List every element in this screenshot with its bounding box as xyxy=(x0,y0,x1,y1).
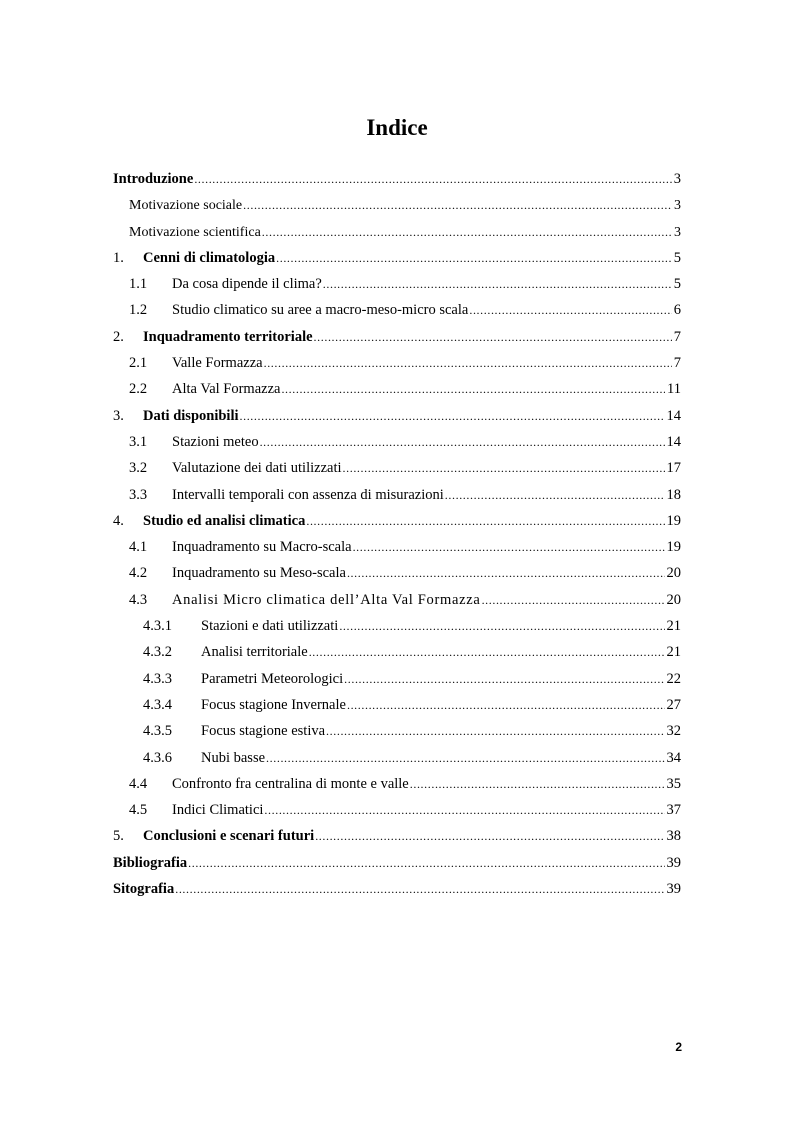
toc-entry-number: 3.1 xyxy=(129,433,148,450)
toc-entry[interactable] xyxy=(113,745,681,771)
toc-leader-dots xyxy=(347,692,665,718)
toc-entry-number: 1. xyxy=(113,249,124,266)
toc-leader-dots xyxy=(410,771,665,797)
toc-entry-label: Focus stagione Invernale xyxy=(201,696,346,713)
toc-leader-dots xyxy=(243,192,672,218)
toc-entry-number: 3.2 xyxy=(129,460,148,477)
toc-leader-dots xyxy=(323,271,672,297)
toc-leader-dots xyxy=(240,403,665,429)
toc-entry-page: 18 xyxy=(666,486,681,503)
toc-entry-number: 5. xyxy=(113,828,124,845)
toc-entry[interactable] xyxy=(113,534,681,560)
toc-entry-label: Da cosa dipende il clima? xyxy=(172,276,322,293)
toc-entry-label: Inquadramento su Macro-scala xyxy=(172,539,352,556)
toc-entry-page: 11 xyxy=(667,381,681,398)
toc-entry-label: Sitografia xyxy=(113,881,175,898)
toc-leader-dots xyxy=(326,718,664,744)
toc-leader-dots xyxy=(353,534,665,560)
toc-entry[interactable] xyxy=(113,429,681,455)
toc-entry-label: Focus stagione estiva xyxy=(201,723,326,740)
toc-leader-dots xyxy=(188,850,664,876)
toc-entry-page: 14 xyxy=(666,433,681,450)
toc-entry[interactable] xyxy=(113,166,681,192)
toc-entry-number: 2.2 xyxy=(129,381,148,398)
toc-entry-label: Parametri Meteorologici xyxy=(201,670,344,687)
toc-entry-number: 4.3.3 xyxy=(143,670,172,687)
toc-leader-dots xyxy=(266,745,664,771)
table-of-contents xyxy=(113,166,681,902)
toc-entry-label: Cenni di climatologia xyxy=(143,249,276,266)
toc-entry-label: Motivazione sociale xyxy=(129,198,243,214)
toc-leader-dots xyxy=(339,613,664,639)
toc-entry[interactable] xyxy=(113,587,681,613)
toc-leader-dots xyxy=(482,587,665,613)
toc-entry-number: 3.3 xyxy=(129,486,148,503)
toc-entry-page: 20 xyxy=(666,591,681,608)
toc-entry[interactable] xyxy=(113,823,681,849)
toc-entry-number: 2. xyxy=(113,328,124,345)
toc-entry-label: Inquadramento su Meso-scala xyxy=(172,565,346,582)
toc-entry-label: Conclusioni e scenari futuri xyxy=(143,828,315,845)
toc-entry-page: 3 xyxy=(673,171,681,187)
toc-leader-dots xyxy=(314,324,672,350)
toc-entry-page: 20 xyxy=(666,565,681,582)
toc-leader-dots xyxy=(175,876,664,902)
toc-entry-page: 39 xyxy=(666,881,681,898)
toc-entry-page: 38 xyxy=(666,828,681,845)
toc-entry-number: 1.2 xyxy=(129,302,148,319)
toc-entry-label: Analisi Micro climatica dell’Alta Val Formazza xyxy=(172,591,481,608)
toc-entry-page: 3 xyxy=(674,198,681,214)
toc-entry-page: 7 xyxy=(673,328,681,345)
toc-leader-dots xyxy=(281,376,665,402)
toc-entry[interactable] xyxy=(113,876,681,902)
toc-entry-label: Inquadramento territoriale xyxy=(143,328,313,345)
toc-leader-dots xyxy=(276,245,672,271)
toc-entry-page: 32 xyxy=(666,723,681,740)
toc-entry-label: Studio ed analisi climatica xyxy=(143,512,306,529)
toc-entry-number: 4.4 xyxy=(129,775,148,792)
toc-entry[interactable] xyxy=(113,508,681,534)
toc-entry-label: Studio climatico su aree a macro-meso-micro scala xyxy=(172,302,469,319)
toc-entry[interactable] xyxy=(113,455,681,481)
toc-entry[interactable] xyxy=(113,639,681,665)
toc-leader-dots xyxy=(264,797,664,823)
toc-entry-number: 4.3.5 xyxy=(143,723,172,740)
toc-entry[interactable] xyxy=(113,850,681,876)
toc-entry-page: 22 xyxy=(666,670,681,687)
toc-entry-number: 2.1 xyxy=(129,355,148,372)
toc-leader-dots xyxy=(306,508,664,534)
toc-entry-label: Motivazione scientifica xyxy=(129,224,261,240)
toc-entry[interactable] xyxy=(113,192,681,218)
toc-leader-dots xyxy=(309,639,665,665)
toc-entry-page: 37 xyxy=(666,802,681,819)
toc-leader-dots xyxy=(194,166,671,192)
toc-entry-number: 4.2 xyxy=(129,565,148,582)
toc-entry-page: 21 xyxy=(666,644,681,661)
toc-entry-number: 1.1 xyxy=(129,276,148,293)
toc-entry-number: 3. xyxy=(113,407,124,424)
page-number: 2 xyxy=(675,1040,682,1054)
toc-entry-number: 4.1 xyxy=(129,539,148,556)
toc-entry-page: 27 xyxy=(666,696,681,713)
toc-entry[interactable] xyxy=(113,245,681,271)
toc-entry-page: 35 xyxy=(666,775,681,792)
toc-entry-page: 5 xyxy=(673,249,681,266)
toc-entry-page: 14 xyxy=(666,407,681,424)
toc-entry-label: Indici Climatici xyxy=(172,802,264,819)
toc-entry-label: Intervalli temporali con assenza di misurazioni xyxy=(172,486,444,503)
toc-entry-number: 4.3.4 xyxy=(143,696,172,713)
toc-entry[interactable] xyxy=(113,613,681,639)
toc-leader-dots xyxy=(260,429,665,455)
toc-entry-page: 17 xyxy=(666,460,681,477)
toc-entry[interactable] xyxy=(113,692,681,718)
toc-entry[interactable] xyxy=(113,718,681,744)
toc-entry[interactable] xyxy=(113,403,681,429)
toc-entry-label: Alta Val Formazza xyxy=(172,381,281,398)
toc-leader-dots xyxy=(445,482,665,508)
toc-entry-label: Stazioni e dati utilizzati xyxy=(201,618,339,635)
toc-entry-page: 3 xyxy=(674,224,681,240)
toc-entry[interactable] xyxy=(113,666,681,692)
toc-entry[interactable] xyxy=(113,297,681,323)
toc-entry-label: Valutazione dei dati utilizzati xyxy=(172,460,342,477)
toc-entry-page: 7 xyxy=(673,355,681,372)
toc-leader-dots xyxy=(315,823,664,849)
toc-entry-number: 4. xyxy=(113,512,124,529)
toc-entry[interactable] xyxy=(113,271,681,297)
toc-entry[interactable] xyxy=(113,482,681,508)
toc-entry-page: 21 xyxy=(666,618,681,635)
toc-entry[interactable] xyxy=(113,560,681,586)
toc-entry-page: 5 xyxy=(673,276,681,293)
toc-entry-page: 19 xyxy=(666,512,681,529)
page-title: Indice xyxy=(366,115,428,140)
toc-entry[interactable] xyxy=(113,797,681,823)
toc-entry-number: 4.5 xyxy=(129,802,148,819)
toc-entry-label: Dati disponibili xyxy=(143,407,239,424)
toc-leader-dots xyxy=(264,350,672,376)
toc-leader-dots xyxy=(469,297,671,323)
toc-entry[interactable] xyxy=(113,219,681,245)
toc-entry[interactable] xyxy=(113,376,681,402)
toc-entry-number: 4.3 xyxy=(129,591,148,608)
toc-leader-dots xyxy=(262,219,672,245)
toc-leader-dots xyxy=(344,666,664,692)
toc-entry-page: 19 xyxy=(666,539,681,556)
toc-entry-label: Stazioni meteo xyxy=(172,433,259,450)
toc-entry-label: Analisi territoriale xyxy=(201,644,308,661)
toc-entry-label: Confronto fra centralina di monte e valle xyxy=(172,775,409,792)
toc-entry-page: 6 xyxy=(673,302,681,319)
toc-entry[interactable] xyxy=(113,771,681,797)
toc-entry-number: 4.3.1 xyxy=(143,618,172,635)
toc-entry[interactable] xyxy=(113,350,681,376)
toc-leader-dots xyxy=(347,560,665,586)
toc-entry-label: Nubi basse xyxy=(201,749,266,766)
toc-entry-label: Valle Formazza xyxy=(172,355,263,372)
toc-entry-label: Bibliografia xyxy=(113,854,188,871)
toc-entry-number: 4.3.6 xyxy=(143,749,172,766)
toc-entry-number: 4.3.2 xyxy=(143,644,172,661)
toc-entry[interactable] xyxy=(113,324,681,350)
toc-entry-page: 39 xyxy=(666,854,681,871)
toc-leader-dots xyxy=(343,455,665,481)
toc-entry-label: Introduzione xyxy=(113,171,194,187)
toc-entry-page: 34 xyxy=(666,749,681,766)
